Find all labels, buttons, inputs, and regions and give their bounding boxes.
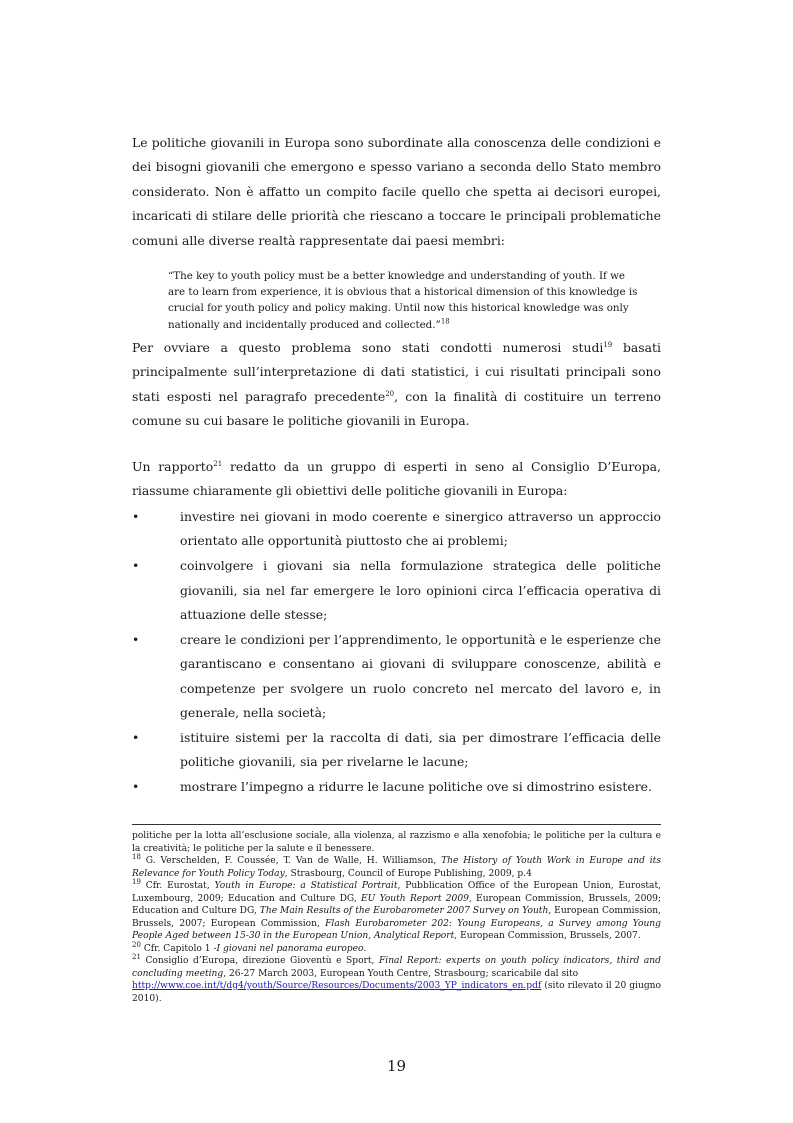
list-item (132, 775, 661, 799)
list-item (132, 554, 661, 627)
footnote-text: , European Commission, Brussels, 2007; European Commission, (132, 906, 661, 929)
footnote-number: 18 (132, 852, 141, 861)
footnote-title: I giovani nel panorama europeo. (216, 943, 367, 954)
footnote-link[interactable]: http://www.coe.int/t/dg4/youth/Source/Resources/Documents/2003_YP_indicators_en.pdf (132, 981, 542, 991)
footnote-text: , European Commission, Brussels, 2007. (454, 931, 641, 941)
list-item (132, 628, 661, 726)
bullet-icon: • (132, 509, 140, 524)
footnote-number: 19 (132, 877, 141, 886)
paragraph-text: basati principalmente sull’interpretazione di dati statistici, i cui risultati principali sono stati esposti nel paragrafo precedente (132, 340, 662, 404)
list-item-text: investire nei giovani in modo coerente e sinergico attraverso un approccio orientato alle opportunità piuttosto che ai problemi; (180, 509, 661, 549)
list-item (132, 726, 661, 775)
body-paragraph-report (132, 455, 661, 504)
footnote-separator (132, 824, 661, 825)
footnotes (132, 830, 661, 1005)
objectives-list (132, 505, 661, 800)
footnote-title: Flash Eurobarometer 202: Young Europeans, a Survey among Young People Aged between 15-30 in the European Union, Analytical Report (132, 918, 661, 941)
footnote-text: Cfr. Capitolo 1 - (140, 943, 217, 954)
list-item-text: creare le condizioni per l’apprendimento, le opportunità e le esperienze che garantiscano e consentano ai giovani di sviluppare conoscenze, abilità e competenze per svolgere un ruolo concreto nel mercato del lavoro e, in generale, nella società; (180, 631, 661, 721)
footnote-ref-18: 18 (440, 317, 450, 326)
footnote-text: (sito rilevato il 20 giugno 2010). (132, 981, 661, 1004)
footnote-continuation: politiche per la lotta all’esclusione sociale, alla violenza, al razzismo e alla xenofobia; le politiche per la cultura e la creatività; le politiche per la salute e il benessere. (132, 831, 661, 854)
footnote-ref-21: 21 (213, 459, 223, 468)
paragraph-text: , con la finalità di costituire un terreno comune su cui basare le politiche giovanili in Europa. (132, 388, 662, 429)
footnote-text: G. Verschelden, F. Coussée, T. Van de Walle, H. Williamson, (140, 856, 442, 866)
bullet-icon: • (132, 729, 140, 745)
list-item-text: istituire sistemi per la raccolta di dati, sia per dimostrare l’efficacia delle politiche giovanili, sia per rivelarne le lacune; (180, 729, 661, 770)
footnote-18 (132, 852, 661, 880)
block-quote (168, 268, 638, 333)
footnote-title: The History of Youth Work in Europe and its Relevance for Youth Policy Today (132, 856, 661, 879)
footnote-20 (132, 940, 661, 956)
list-item-text: mostrare l’impegno a ridurre le lacune politiche ove si dimostrino esistere. (180, 779, 652, 795)
footnote-text: , 26-27 March 2003, European Youth Centre, Strasbourg; scaricabile dal sito (223, 968, 579, 979)
list-item (132, 505, 661, 554)
paragraph-text: Un rapporto (132, 459, 214, 474)
footnote-text: , European Commission, Brussels, 2009; Education and Culture DG, (132, 893, 662, 916)
footnote-text: , Strasbourg, Council of Europe Publishing, 2009, p.4 (284, 868, 532, 879)
footnote-text: Consiglio d’Europa, direzione Gioventù e Sport, (140, 956, 379, 966)
paragraph-text: Per ovviare a questo problema sono stati condotti numerosi studi (132, 340, 604, 355)
paragraph-text: redatto da un gruppo di esperti in seno al Consiglio D’Europa, riassume chiaramente gli obiettivi delle politiche giovanili in Europa: (132, 459, 661, 499)
footnote-text: Cfr. Eurostat, (140, 881, 215, 891)
footnote-19 (132, 877, 662, 943)
footnote-ref-19: 19 (603, 340, 613, 349)
footnote-title: The Main Results of the Eurobarometer 2007 Survey on Youth (259, 906, 549, 916)
footnote-text: , Pubblication Office of the European Union, Eurostat, Luxembourg, 2009; Education and Culture DG, (132, 881, 662, 904)
page-number: 19 (386, 1057, 407, 1075)
footnote-21 (132, 952, 661, 1005)
footnote-ref-20: 20 (385, 389, 395, 398)
body-paragraph-intro: Le politiche giovanili in Europa sono subordinate alla conoscenza delle condizioni e dei bisogni giovanili che emergono e spesso variano a seconda dello Stato membro considerato. Non è affatto un compito facile quello che spetta ai decisori europei, incaricati di stilare delle priorità che riescano a toccare le principali problematiche comuni alle diverse realtà rappresentate dai paesi membri: (132, 135, 661, 248)
quote-text: “The key to youth policy must be a better knowledge and understanding of youth. If we are to learn from experience, it is obvious that a historical dimension of this knowledge is crucial for youth policy and policy making. Until now this historical knowledge was only nationally and incidentally produced and collected.” (168, 270, 638, 331)
list-item-text: coinvolgere i giovani sia nella formulazione strategica delle politiche giovanili, sia nel far emergere le loro opinioni circa l’efficacia operativa di attuazione delle stesse; (180, 558, 661, 623)
bullet-icon: • (132, 558, 140, 574)
footnote-number: 20 (132, 940, 141, 949)
footnote-number: 21 (132, 952, 141, 961)
footnote-title: Final Report: experts on youth policy indicators, third and concluding meeting (132, 956, 661, 979)
bullet-icon: • (132, 779, 140, 795)
body-paragraph-studies (132, 336, 661, 434)
footnote-title: EU Youth Report 2009 (361, 893, 469, 904)
bullet-icon: • (132, 631, 140, 647)
footnote-title: Youth in Europe: a Statistical Portrait (214, 881, 398, 891)
